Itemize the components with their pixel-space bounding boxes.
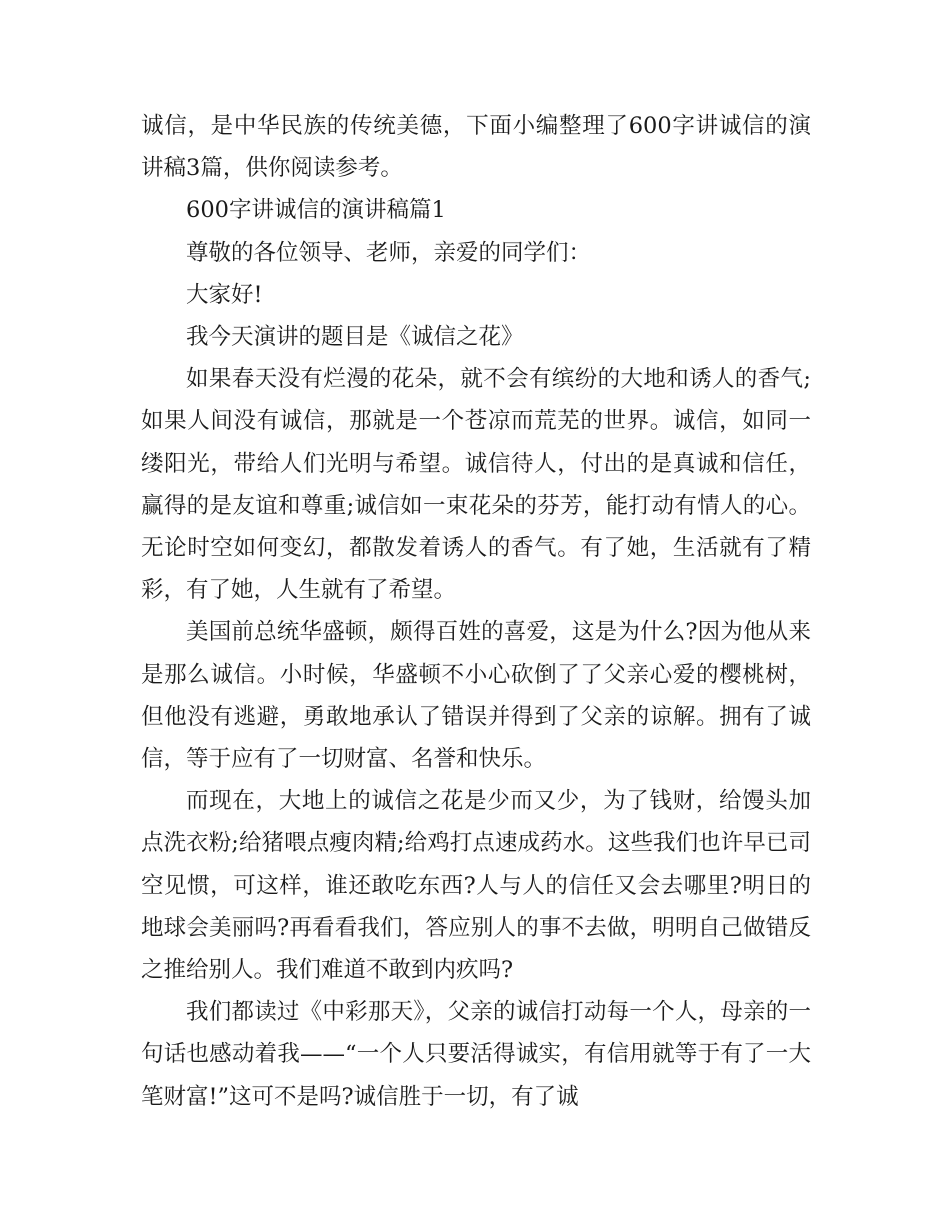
body-paragraph: 我们都读过《中彩那天》，父亲的诚信打动每一个人，母亲的一句话也感动着我——“一个人只要活得诚实，有信用就等于有了一大笔财富!”这可不是吗?诚信胜于一切，有了诚	[141, 999, 811, 1110]
greeting: 大家好!	[186, 281, 263, 308]
intro-paragraph: 诚信，是中华民族的传统美德，下面小编整理了600字讲诚信的演讲稿3篇，供你阅读参考。	[141, 113, 811, 182]
body-paragraph: 如果春天没有烂漫的花朵，就不会有缤纷的大地和诱人的香气;如果人间没有诚信，那就是一个苍凉而荒芜的世界。诚信，如同一缕阳光，带给人们光明与希望。诚信待人，付出的是真诚和信任，赢得的是友谊和尊重;诚信如一束花朵的芬芳，能打动有情人的心。无论时空如何变幻，都散发着诱人的香气。有了她，生活就有了精彩，有了她，人生就有了希望。	[141, 366, 811, 604]
body-paragraph: 美国前总统华盛顿，颇得百姓的喜爱，这是为什么?因为他从来是那么诚信。小时候，华盛顿不小心砍倒了了父亲心爱的樱桃树，但他没有逃避，勇敢地承认了错误并得到了父亲的谅解。拥有了诚信，等于应有了一切财富、名誉和快乐。	[141, 619, 811, 773]
document-page	[141, 105, 811, 1118]
speech-heading: 600字讲诚信的演讲稿篇1	[186, 197, 446, 224]
salutation: 尊敬的各位领导、老师，亲爱的同学们：	[186, 239, 592, 266]
body-paragraph: 而现在，大地上的诚信之花是少而又少，为了钱财，给馒头加点洗衣粉;给猪喂点瘦肉精;给鸡打点速成药水。这些我们也许早已司空见惯，可这样，谁还敢吃东西?人与人的信任又会去哪里?明日的地球会美丽吗?再看看我们，答应别人的事不去做，明明自己做错反之推给别人。我们难道不敢到内疚吗?	[141, 788, 811, 984]
speech-topic: 我今天演讲的题目是《诚信之花》	[186, 324, 524, 351]
